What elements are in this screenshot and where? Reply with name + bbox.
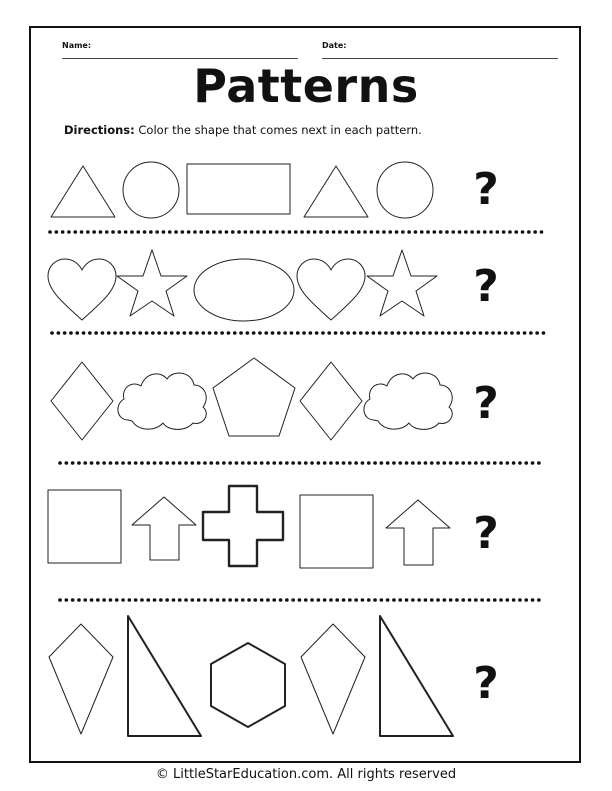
star-icon[interactable] — [117, 250, 187, 316]
diamond-icon[interactable] — [300, 362, 362, 440]
question-mark: ? — [473, 658, 499, 709]
directions-text: Color the shape that comes next in each pattern. — [134, 123, 422, 137]
rectangle-icon[interactable] — [187, 164, 290, 214]
heart-icon[interactable] — [48, 259, 116, 320]
triangle-icon[interactable] — [51, 166, 115, 217]
oval-icon[interactable] — [194, 259, 294, 321]
square-icon[interactable] — [300, 495, 373, 568]
right-triangle-icon[interactable] — [380, 616, 453, 736]
cloud-icon[interactable] — [364, 373, 452, 429]
directions-label: Directions: — [64, 123, 135, 137]
up-arrow-icon[interactable] — [132, 497, 196, 560]
copyright-footer: © LittleStarEducation.com. All rights reserved — [155, 767, 457, 782]
right-triangle-icon[interactable] — [128, 616, 201, 736]
hexagon-icon[interactable] — [211, 643, 285, 727]
star-icon[interactable] — [367, 250, 437, 316]
question-mark: ? — [473, 261, 499, 312]
triangle-icon[interactable] — [304, 166, 368, 217]
page-title: Patterns — [193, 59, 419, 113]
question-mark: ? — [473, 164, 499, 215]
date-label: Date: — [322, 41, 347, 50]
kite-icon[interactable] — [301, 624, 365, 734]
question-mark: ? — [473, 508, 499, 559]
pentagon-icon[interactable] — [213, 358, 295, 436]
circle-icon[interactable] — [123, 162, 179, 218]
name-label: Name: — [62, 41, 92, 50]
diamond-icon[interactable] — [51, 362, 113, 440]
square-icon[interactable] — [48, 490, 121, 563]
circle-icon[interactable] — [377, 162, 433, 218]
kite-icon[interactable] — [49, 624, 113, 734]
up-arrow-icon[interactable] — [386, 500, 450, 565]
question-mark: ? — [473, 378, 499, 429]
cross-icon[interactable] — [203, 486, 283, 566]
heart-icon[interactable] — [297, 259, 365, 320]
cloud-icon[interactable] — [118, 373, 206, 429]
